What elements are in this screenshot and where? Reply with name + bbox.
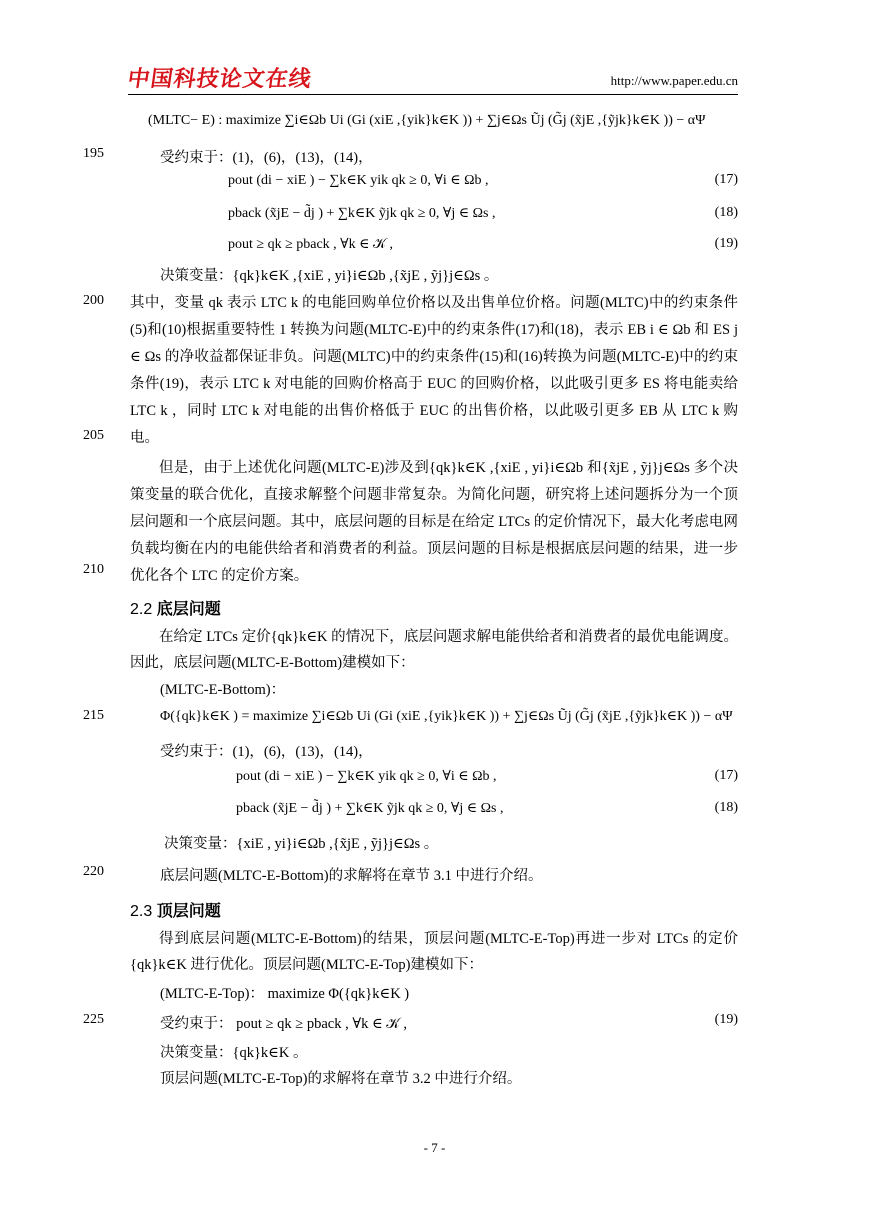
decision-variables: 决策变量：{qk}k∈K 。	[160, 1045, 308, 1061]
page-number: - 7 -	[423, 1140, 446, 1155]
section-heading-2-2	[130, 596, 221, 619]
eq-number: (17)	[714, 768, 738, 783]
line-number: 195	[83, 146, 104, 161]
line-number: 200	[83, 293, 104, 308]
line-number: 205	[83, 428, 104, 443]
section-heading-2-3	[130, 898, 221, 921]
formula-bottom-objective: Φ({qk}k∈K ) = maximize ∑i∈Ωb Ui (Gi (xiE ,{yik}k∈K )) + ∑j∈Ωs Ũj (G̃j (x̃jE ,{ỹjk}k∈K )) − αΨ	[160, 709, 733, 724]
constraint-18: pback (x̃jE − d̃j ) + ∑k∈K ỹjk qk ≥ 0, ∀j ∈ Ωs ,	[236, 801, 504, 816]
header-url: http://www.paper.edu.cn	[610, 73, 738, 88]
constraint-19: pout ≥ qk ≥ pback , ∀k ∈ 𝒦 ,	[228, 237, 394, 252]
formula-mltc-e: (MLTC− E) : maximize ∑i∈Ωb Ui (Gi (xiE ,{yik}k∈K )) + ∑j∈Ωs Ũj (G̃j (x̃jE ,{ỹjk}k∈K )) − αΨ	[148, 113, 706, 128]
constraint-intro: 受约束于：(1)，(6)，(13)，(14)，	[160, 150, 373, 166]
line-number: 210	[83, 562, 104, 577]
paragraph-constraints-explanation: 其中，变量 qk 表示 LTC k 的电能回购单位价格以及出售单位价格。问题(MLTC)中的约束条件(5)和(10)根据重要特性 1 转换为问题(MLTC-E)中的约束条件(17)和(18)，表示 EB i ∈ Ωb 和 ES j ∈ Ωs 的净收益都保证非负。问题(MLTC)中的约束条件(15)和(16)转换为问题(MLTC-E)中的约束条件(19)，表示 LTC k 对电能的回购价格高于 EUC 的回购价格，以此吸引更多 ES 将电能卖给 LTC k ，同时 LTC k 对电能的出售价格低于 EUC 的出售价格，以此吸引更多 EB 从 LTC k 购电。	[130, 295, 738, 446]
site-logo: 中国科技论文在线	[125, 67, 314, 92]
decision-variables: 决策变量：{qk}k∈K ,{xiE , yi}i∈Ωb ,{x̃jE , ỹj}j∈Ωs 。	[160, 268, 499, 284]
paragraph-top-intro: 得到底层问题(MLTC-E-Bottom)的结果，顶层问题(MLTC-E-Top)再进一步对 LTCs 的定价{qk}k∈K 进行优化。顶层问题(MLTC-E-Top)建模如下：	[130, 931, 738, 973]
section-title: 顶层问题	[156, 903, 221, 920]
paragraph-bottom-intro: 在给定 LTCs 定价{qk}k∈K 的情况下，底层问题求解电能供给者和消费者的最优电能调度。因此，底层问题(MLTC-E-Bottom)建模如下：	[130, 629, 738, 671]
top-solution-note: 顶层问题(MLTC-E-Top)的求解将在章节 3.2 中进行介绍。	[160, 1071, 522, 1087]
constraint-18: pback (x̃jE − d̃j ) + ∑k∈K ỹjk qk ≥ 0, ∀j ∈ Ωs ,	[228, 206, 496, 221]
section-title: 底层问题	[156, 601, 221, 618]
model-label-top: (MLTC-E-Top)： maximize Φ({qk}k∈K )	[160, 986, 410, 1002]
line-number: 215	[83, 708, 104, 723]
paragraph-decomposition: 但是，由于上述优化问题(MLTC-E)涉及到{qk}k∈K ,{xiE , yi}i∈Ωb 和{x̃jE , ỹj}j∈Ωs 多个决策变量的联合优化，直接求解整个问题非常复杂。为简化问题，研究将上述问题拆分为一个顶层问题和一个底层问题。其中，底层问题的目标是在给定 LTCs 的定价情况下，最大化考虑电网负载均衡在内的电能供给者和消费者的利益。顶层问题的目标是根据底层问题的结果，进一步优化各个 LTC 的定价方案。	[130, 460, 738, 584]
model-label-bottom: (MLTC-E-Bottom)：	[160, 682, 286, 698]
line-number: 225	[83, 1012, 104, 1027]
eq-number: (18)	[714, 800, 738, 815]
constraint-17: pout (di − xiE ) − ∑k∈K yik qk ≥ 0, ∀i ∈ Ωb ,	[236, 769, 497, 784]
constraint-17: pout (di − xiE ) − ∑k∈K yik qk ≥ 0, ∀i ∈ Ωb ,	[228, 173, 489, 188]
section-number: 2.3	[130, 903, 153, 920]
line-number: 220	[83, 864, 104, 879]
decision-variables: 决策变量：{xiE , yi}i∈Ωb ,{x̃jE , ỹj}j∈Ωs 。	[164, 836, 439, 852]
constraint-19: 受约束于： pout ≥ qk ≥ pback , ∀k ∈ 𝒦 ,	[160, 1016, 408, 1032]
eq-number: (19)	[714, 236, 738, 251]
header-divider	[128, 94, 738, 95]
constraint-intro: 受约束于：(1)，(6)，(13)，(14)，	[160, 744, 373, 760]
eq-number: (17)	[714, 172, 738, 187]
eq-number: (18)	[714, 205, 738, 220]
section-number: 2.2	[130, 601, 153, 618]
bottom-solution-note: 底层问题(MLTC-E-Bottom)的求解将在章节 3.1 中进行介绍。	[160, 868, 543, 884]
eq-number: (19)	[714, 1012, 738, 1027]
